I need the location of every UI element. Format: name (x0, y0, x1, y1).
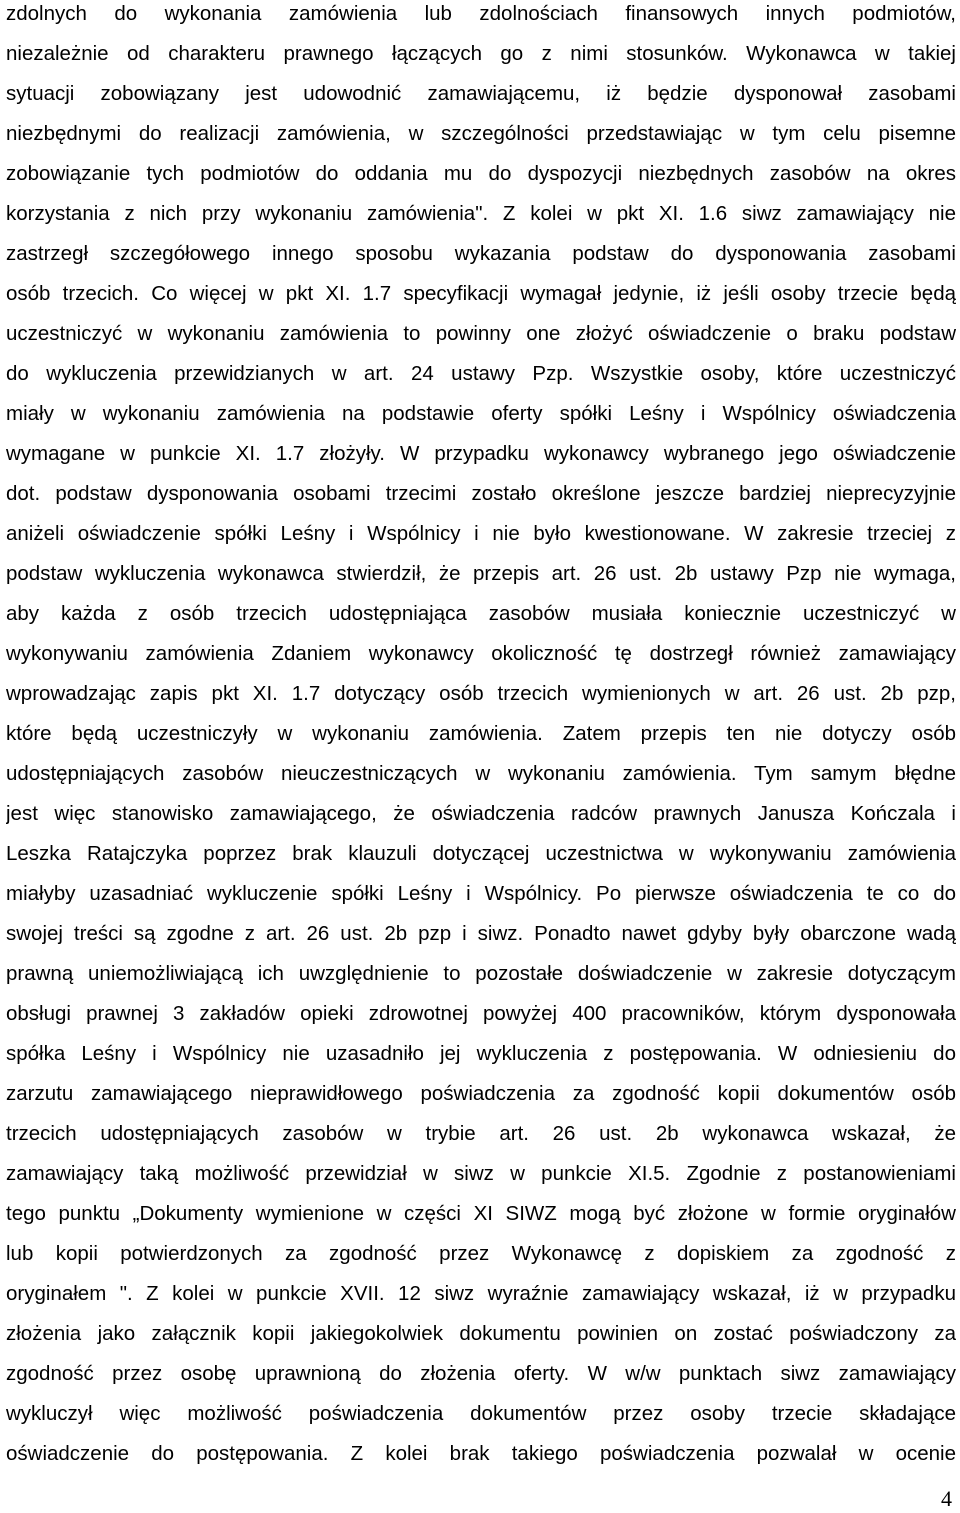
text-line: zobowiązanie tych podmiotów do oddania mu do dyspozycji niezbędnych zasobów na okres (6, 162, 956, 185)
text-line: aniżeli oświadczenie spółki Leśny i Wspólnicy i nie było kwestionowane. W zakresie trzeciej z (6, 522, 956, 545)
text-line: wykonywaniu zamówienia Zdaniem wykonawcy okoliczność tę dostrzegł również zamawiający (6, 642, 956, 665)
text-line: niezbędnymi do realizacji zamówienia, w szczególności przedstawiając w tym celu pisemne (6, 122, 956, 145)
text-line: tego punktu „Dokumenty wymienione w części XI SIWZ mogą być złożone w formie oryginałów (6, 1202, 956, 1225)
text-line: aby każda z osób trzecich udostępniająca zasobów musiała koniecznie uczestniczyć w (6, 602, 956, 625)
text-line: wykluczył więc możliwość poświadczenia dokumentów przez osoby trzecie składające (6, 1402, 956, 1425)
text-line: do wykluczenia przewidzianych w art. 24 ustawy Pzp. Wszystkie osoby, które uczestniczyć (6, 362, 956, 385)
body-paragraph (6, 0, 956, 1474)
text-line: korzystania z nich przy wykonaniu zamówienia". Z kolei w pkt XI. 1.6 siwz zamawiający nie (6, 202, 956, 225)
text-line: sytuacji zobowiązany jest udowodnić zamawiającemu, iż będzie dysponował zasobami (6, 82, 956, 105)
text-line: spółka Leśny i Wspólnicy nie uzasadniło jej wykluczenia z postępowania. W odniesieniu do (6, 1042, 956, 1065)
text-line: Leszka Ratajczyka poprzez brak klauzuli dotyczącej uczestnictwa w wykonywaniu zamówienia (6, 842, 956, 865)
text-line: zgodność przez osobę uprawnioną do złożenia oferty. W w/w punktach siwz zamawiający (6, 1362, 956, 1385)
text-line: miałyby uzasadniać wykluczenie spółki Leśny i Wspólnicy. Po pierwsze oświadczenia te co do (6, 882, 956, 905)
text-line: zarzutu zamawiającego nieprawidłowego poświadczenia za zgodność kopii dokumentów osób (6, 1082, 956, 1105)
text-line: niezależnie od charakteru prawnego łączących go z nimi stosunków. Wykonawca w takiej (6, 42, 956, 65)
text-line: oryginałem ". Z kolei w punkcie XVII. 12 siwz wyraźnie zamawiający wskazał, iż w przypadku (6, 1282, 956, 1305)
page-number: 4 (941, 1486, 952, 1511)
text-line: osób trzecich. Co więcej w pkt XI. 1.7 specyfikacji wymagał jedynie, iż jeśli osoby trzecie będą (6, 282, 956, 305)
text-line: zastrzegł szczegółowego innego sposobu wykazania podstaw do dysponowania zasobami (6, 242, 956, 265)
text-line: dot. podstaw dysponowania osobami trzecimi zostało określone jeszcze bardziej nieprecyzyjnie (6, 482, 956, 505)
text-line: oświadczenie do postępowania. Z kolei brak takiego poświadczenia pozwalał w ocenie (6, 1442, 956, 1465)
text-line: lub kopii potwierdzonych za zgodność przez Wykonawcę z dopiskiem za zgodność z (6, 1242, 956, 1265)
text-line: które będą uczestniczyły w wykonaniu zamówienia. Zatem przepis ten nie dotyczy osób (6, 722, 956, 745)
text-line: zdolnych do wykonania zamówienia lub zdolnościach finansowych innych podmiotów, (6, 2, 956, 25)
text-line: obsługi prawnej 3 zakładów opieki zdrowotnej powyżej 400 pracowników, którym dysponowała (6, 1002, 956, 1025)
text-line: podstaw wykluczenia wykonawca stwierdził, że przepis art. 26 ust. 2b ustawy Pzp nie wymaga, (6, 562, 956, 585)
text-line: udostępniających zasobów nieuczestniczących w wykonaniu zamówienia. Tym samym błędne (6, 762, 956, 785)
text-line: swojej treści są zgodne z art. 26 ust. 2b pzp i siwz. Ponadto nawet gdyby były obarczone wadą (6, 922, 956, 945)
text-line: zamawiający taką możliwość przewidział w siwz w punkcie XI.5. Zgodnie z postanowieniami (6, 1162, 956, 1185)
text-line: uczestniczyć w wykonaniu zamówienia to powinny one złożyć oświadczenie o braku podstaw (6, 322, 956, 345)
text-line: trzecich udostępniających zasobów w trybie art. 26 ust. 2b wykonawca wskazał, że (6, 1122, 956, 1145)
text-line: wymagane w punkcie XI. 1.7 złożyły. W przypadku wykonawcy wybranego jego oświadczenie (6, 442, 956, 465)
text-line: jest więc stanowisko zamawiającego, że oświadczenia radców prawnych Janusza Kończala i (6, 802, 956, 825)
text-line: prawną uniemożliwiającą ich uwzględnienie to pozostałe doświadczenie w zakresie dotyczącym (6, 962, 956, 985)
text-line: złożenia jako załącznik kopii jakiegokolwiek dokumentu powinien on zostać poświadczony za (6, 1322, 956, 1345)
text-line: wprowadzając zapis pkt XI. 1.7 dotyczący osób trzecich wymienionych w art. 26 ust. 2b pzp, (6, 682, 956, 705)
text-line: miały w wykonaniu zamówienia na podstawie oferty spółki Leśny i Wspólnicy oświadczenia (6, 402, 956, 425)
